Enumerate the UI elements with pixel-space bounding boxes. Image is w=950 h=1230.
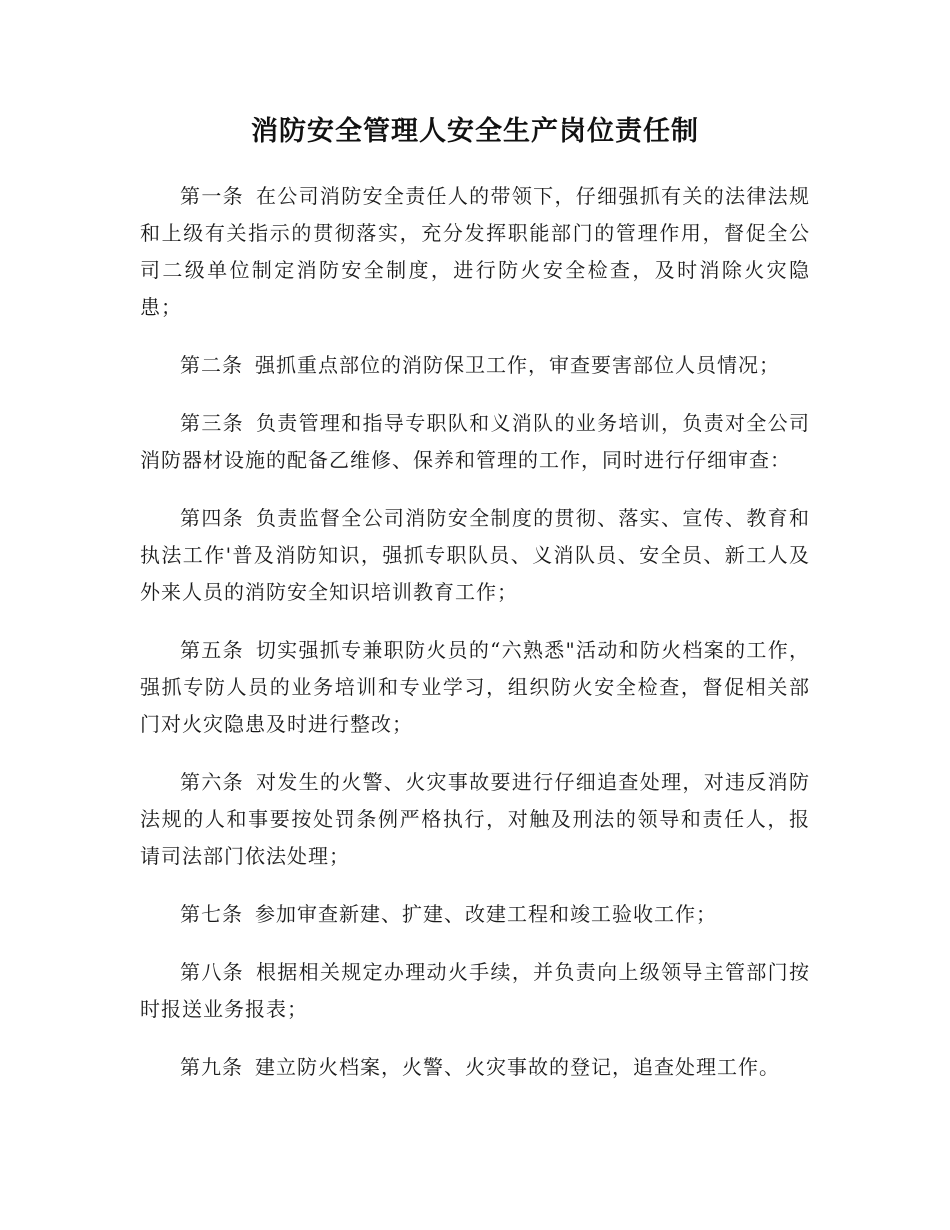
article-5	[140, 632, 810, 743]
document-title: 消防安全管理人安全生产岗位责任制	[251, 116, 699, 147]
article-text: 负责管理和指导专职队和义消队的业务培训，负责对全公司消防器材设施的配备乙维修、保养和管理的工作，同时进行仔细审查：	[140, 411, 811, 472]
article-4	[140, 500, 810, 611]
article-number: 第四条	[180, 506, 244, 530]
article-number: 第七条	[180, 902, 243, 926]
article-number: 第八条	[180, 960, 244, 984]
article-number: 第一条	[180, 184, 244, 208]
article-number: 第六条	[180, 770, 244, 794]
article-2	[140, 347, 810, 384]
article-number: 第二条	[180, 353, 243, 377]
article-number: 第九条	[180, 1055, 243, 1079]
article-number: 第三条	[180, 411, 244, 435]
article-text: 参加审查新建、扩建、改建工程和竣工验收工作；	[255, 902, 717, 926]
article-text: 根据相关规定办理动火手续，并负责向上级领导主管部门按时报送业务报表；	[140, 960, 811, 1021]
article-6	[140, 764, 810, 875]
article-text: 强抓重点部位的消防保卫工作，审查要害部位人员情况；	[255, 353, 780, 377]
article-text: 建立防火档案，火警、火灾事故的登记，追查处理工作。	[255, 1055, 780, 1079]
article-text: 在公司消防安全责任人的带领下，仔细强抓有关的法律法规和上级有关指示的贯彻落实，充分发挥职能部门的管理作用，督促全公司二级单位制定消防安全制度，进行防火安全检查，及时消除火灾隐患；	[140, 184, 811, 319]
article-1	[140, 178, 810, 326]
article-9	[140, 1049, 810, 1086]
article-8	[140, 954, 810, 1028]
article-text: 切实强抓专兼职防火员的“六熟悉"活动和防火档案的工作，强抓专防人员的业务培训和专业学习，组织防火安全检查，督促相关部门对火灾隐患及时进行整改；	[140, 638, 810, 736]
article-text: 负责监督全公司消防安全制度的贯彻、落实、宣传、教育和执法工作'普及消防知识，强抓专职队员、义消队员、安全员、新工人及外来人员的消防安全知识培训教育工作；	[140, 506, 811, 604]
article-7	[140, 896, 810, 933]
article-text: 对发生的火警、火灾事故要进行仔细追查处理，对违反消防法规的人和事要按处罚条例严格执行，对触及刑法的领导和责任人，报请司法部门依法处理；	[140, 770, 811, 868]
article-number: 第五条	[180, 638, 244, 662]
article-3	[140, 405, 810, 479]
document-page	[140, 108, 810, 1107]
